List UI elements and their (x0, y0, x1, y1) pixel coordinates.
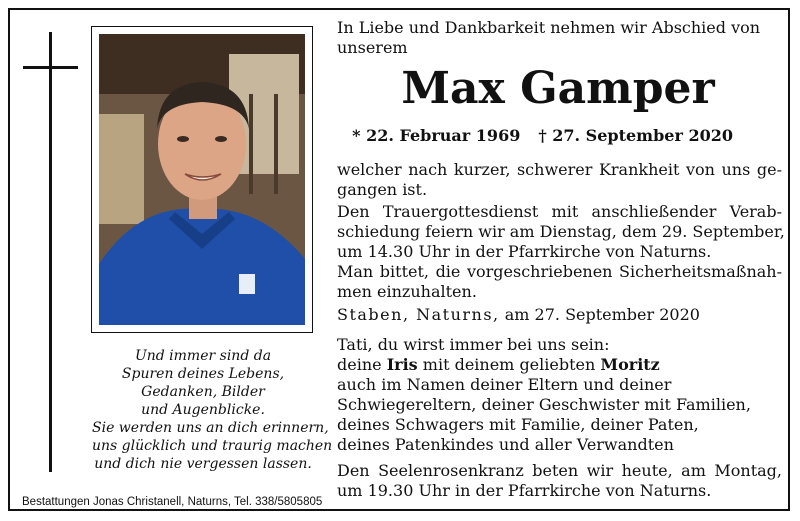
service-text: Den Trauergottesdienst mit anschließender Verab- schiedung feiern wir am Dienstag, dem 29. September, um 14.30 Uhr in der Pfarrkirche von Naturns. Man bittet, die vorgeschriebenen Sicherheitsmaßnah- men einzuhalten. (337, 202, 785, 301)
place-date-value: am 27. September 2020 (504, 305, 700, 324)
memorial-poem: Und immer sind da Spuren deines Lebens, Gedanken, Bilder und Augenblicke. Sie werden uns an dich erinnern, uns glücklich und traurig machen und dich nie vergessen lassen. (92, 348, 333, 472)
place: Staben, Naturns, (337, 305, 500, 324)
cross-icon-bar (23, 66, 78, 69)
intro-text: In Liebe und Dankbarkeit nehmen wir Abschied von unserem (337, 18, 761, 57)
family-block: Tati, du wirst immer bei uns sein: deine Iris mit deinem geliebten Moritz auch im Namen deiner Eltern und deiner Schwiegereltern, deiner Geschwister mit Familien, deines Schwagers mit Familie, deiner Paten, deines Patenkindes und aller Verwandten (337, 335, 782, 455)
place-date (337, 305, 782, 325)
name-iris: Iris (386, 355, 418, 374)
deceased-name: Max Gamper (401, 63, 715, 114)
name-moritz: Moritz (600, 355, 660, 374)
life-dates (337, 126, 779, 146)
birth-date: * 22. Februar 1969 (352, 126, 521, 145)
portrait-photo (99, 34, 305, 325)
rosary-text: Den Seelenrosenkranz beten wir heute, am Montag, um 19.30 Uhr in der Pfarrkirche von Naturns. (337, 461, 782, 500)
illness-text: welcher nach kurzer, schwerer Krankheit von uns ge- gangen ist. (337, 160, 782, 199)
family-line-1: deine Iris mit deinem geliebten Moritz (337, 355, 660, 374)
cross-icon (49, 32, 52, 472)
undertaker-contact: Bestattungen Jonas Christanell, Naturns, Tel. 338/5805805 (22, 496, 323, 508)
portrait-photo-frame (91, 26, 313, 333)
death-date: † 27. September 2020 (538, 126, 733, 145)
